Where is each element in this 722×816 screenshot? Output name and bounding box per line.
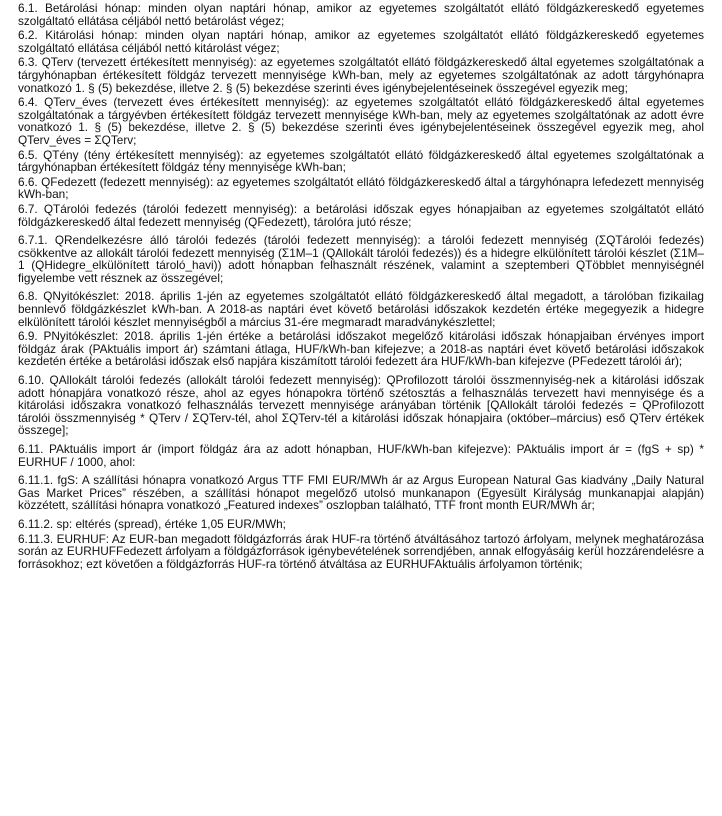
paragraph-6-10-text: 6.10. QAllokált tárolói fedezés (allokált tárolói fedezett mennyiség): QProfilozott tárolói összmennyiség-nek a kitárolási időszak adott hónapjára vonatkozó része, ahol az egyes hónapokra történő szétosztás a felhasználás tervezett havi mennyisége és a kitárolási időszakra vonatkozó felhasználás tervezett mennyisége arányában történik [QAllokált tárolói fedezés = QProfilozott tárolói összmennyiség * QTerv / ΣQTerv-tél, ahol ΣQTerv-tél a kitárolási időszak hónapjaira (október–március) eső QTerv értékek összege]; bbox=[18, 373, 704, 438]
paragraph-6-11-3 bbox=[18, 533, 704, 571]
paragraph-6-1: 6.1. Betárolási hónap: minden olyan naptári hónap, amikor az egyetemes szolgáltatót ellátó földgázkereskedő egyetemes szolgáltató ellátása céljából nettó betárolást végez; bbox=[18, 1, 704, 28]
paragraph-6-5 bbox=[18, 149, 704, 174]
paragraph-6-7-1-text: 6.7.1. QRendelkezésre álló tárolói fedezés (tárolói fedezett mennyiség): a tárolói fedezett mennyiség (ΣQTárolói fedezés) csökkentve az allokált tárolói fedezett mennyiség (Σ1M–1 (QAllokált tárolói fedezés)) és a hidegre elkülönített tárolói készlet (Σ1M–1 (QHidegre_elkülönített tároló_havi)) adott hónapban felhasznált részének, valamint a szeptemberi QTöbblet mennyiségnél figyelembe vett résznek az összegével; bbox=[18, 233, 704, 285]
paragraph-6-6-text: 6.6. QFedezett (fedezett mennyiség): az egyetemes szolgáltatót ellátó földgázkereskedő által a tárgyhónapra lefedezett mennyiség kWh-ban; bbox=[18, 174, 704, 202]
paragraph-6-11-1: 6.11.1. fgS: A szállítási hónapra vonatkozó Argus TTF FMI EUR/MWh ár az Argus European Natural Gas kiadvány „Daily Natural Gas Market Prices” részében, a szállítási hónapot megelőző utolsó munkanapon (Egyesült Királyság munkanapjai alapján) közzétett, szállítási hónapra vonatkozó „Featured indexes” oszlopban található, TTF front month EUR/MWh ár; bbox=[18, 473, 704, 513]
paragraph-6-7-1 bbox=[18, 234, 704, 284]
paragraph-6-11-3-text: 6.11.3. EURHUF: Az EUR-ban megadott földgázforrás árak HUF-ra történő átváltásához tartozó árfolyam, melynek meghatározása során az EURHUFFedezett árfolyam a földgázforrások igénybevételének sorrendjében, annak elfogyásáig kerül hozzárendelésre a forrásokhoz; ezt követően a földgázforrás HUF-ra történő átváltása az EURHUFAktuális árfolyamon történik; bbox=[18, 531, 704, 571]
paragraph-6-2: 6.2. Kitárolási hónap: minden olyan naptári hónap, amikor az egyetemes szolgáltatót ellátó földgázkereskedő egyetemes szolgáltató ellátása céljából nettó kitárolást végez; bbox=[18, 28, 704, 55]
paragraph-6-5-text: 6.5. QTény (tény értékesített mennyiség): az egyetemes szolgáltatót ellátó földgázkereskedő által egyetemes szolgáltatónak a tárgyhónapban értékesített földgáz tény mennyisége kWh-ban; bbox=[18, 147, 704, 175]
paragraph-6-11 bbox=[18, 443, 704, 468]
paragraph-6-9-text: 6.9. PNyitókészlet: 2018. április 1-jén értéke a betárolási időszakot megelőző kitárolási időszak hónapjaiban érvényes import földgáz árak (PAktuális import ár) számtani átlaga, HUF/kWh-ban kifejezve; a 2018-as naptári évet követő betárolási időszakok kezdetén értéke a betárolási időszak első napjára kiszámított tárolói fedezett ára HUF/kWh-ban kifejezve (PFedezett tárolói ár); bbox=[18, 329, 704, 369]
paragraph-6-4 bbox=[18, 96, 704, 146]
paragraph-6-7 bbox=[18, 203, 704, 228]
paragraph-6-3-text: 6.3. QTerv (tervezett értékesített mennyiség): az egyetemes szolgáltatót ellátó földgázkereskedő által egyetemes szolgáltatónak a tárgyhónapban értékesített földgáz tervezett mennyisége kWh-ban, mely az egyetemes szolgáltatónak az adott tárgyhónapra vonatkozó 1. § (5) bekezdése, illetve 2. § (5) bekezdése szerinti éves igénybejelentéseinek összegével egyezik meg; bbox=[18, 55, 704, 95]
paragraph-6-4-text: 6.4. QTerv_éves (tervezett éves értékesített mennyiség): az egyetemes szolgáltatót ellátó földgázkereskedő által egyetemes szolgáltatónak a tárgyévben értékesített földgáz tervezett mennyisége kWh-ban, mely az egyetemes szolgáltatónak az adott évre vonatkozó 1. § (5) bekezdése, illetve 2. § (5) bekezdése szerinti éves igénybejelentéseinek összegével egyezik meg, ahol QTerv_éves = ΣQTerv; bbox=[18, 95, 704, 147]
paragraph-6-7-text: 6.7. QTárolói fedezés (tárolói fedezett mennyiség): a betárolási időszak egyes hónapjaiban az egyetemes szolgáltatót ellátó földgázkereskedő által fedezett mennyiség (QFedezett), tárolóra jutó része; bbox=[18, 201, 704, 229]
paragraph-6-6 bbox=[18, 176, 704, 201]
paragraph-6-11-text: 6.11. PAktuális import ár (import földgáz ára az adott hónapban, HUF/kWh-ban kifejezve): PAktuális import ár = (fgS + sp) * EURHUF / 1000, ahol: bbox=[18, 442, 704, 469]
paragraph-6-8 bbox=[18, 290, 704, 328]
paragraph-6-9 bbox=[18, 330, 704, 368]
paragraph-6-3 bbox=[18, 56, 704, 94]
paragraph-6-8-text: 6.8. QNyitókészlet: 2018. április 1-jén az egyetemes szolgáltatót ellátó földgázkereskedő által megadott, a tárolóban fizikailag bennlevő földgázkészlet kWh-ban. A 2018-as naptári évet követő betárolási időszakok kezdetén értéke megegyezik a hidegre elkülönített tárolói készlet mennyiségből a március 31-ére megmaradt maradványkészlettel; bbox=[18, 289, 704, 329]
paragraph-6-10 bbox=[18, 374, 704, 437]
paragraph-6-11-2: 6.11.2. sp: eltérés (spread), értéke 1,05 EUR/MWh; bbox=[18, 516, 286, 531]
